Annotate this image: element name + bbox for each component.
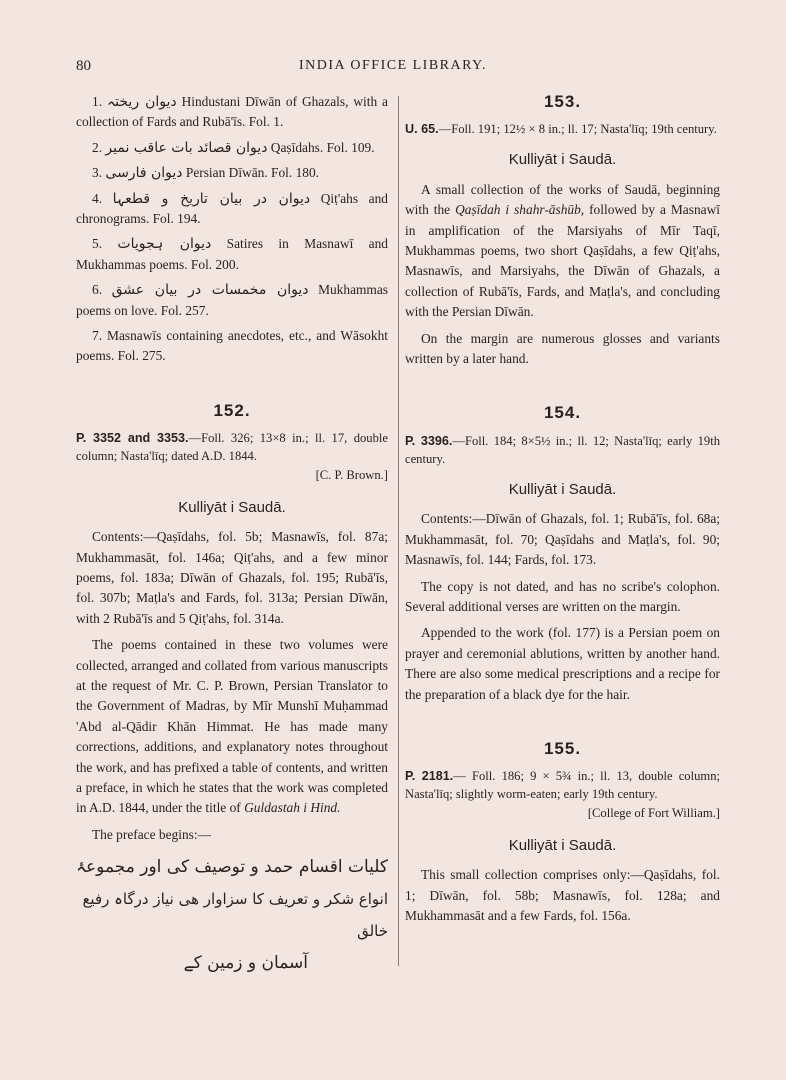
description-paragraph-153: A small collection of the works of Saudā, beginning with the Qaṣīdah i shahr-āshūb, followed by a Masnawī in amplification of the Marsiyahs of Mīr Taqī, Mukhammas poems, two short Qaṣīdahs, a few Qiṭ'ahs, Masnawīs, and Marsiyahs, the Dīwān of Ghazals, a collection of Rubā'īs, Fards, and Maṭla's, and concluding with the Persian Dīwān.	[405, 181, 720, 320]
shelf-mark-155: P. 2181.	[405, 769, 454, 784]
content-item-1: 1. دیوان ریختہ Hindustani Dīwān of Ghazals, with a collection of Fards and Rubā'īs. Fol. 1.	[76, 94, 388, 130]
page-header	[0, 58, 786, 78]
content-item-4: 4. دیوان در بیان تاریخ و قطعہا Qiṭ'ahs and chronograms. Fol. 194.	[76, 190, 388, 227]
shelf-description-154: P. 3396.—Foll. 184; 8×5½ in.; ll. 12; Nasta'līq; early 19th century.	[405, 433, 720, 466]
provenance-152: [C. P. Brown.]	[315, 468, 388, 483]
provenance-155: [College of Fort William.]	[587, 806, 720, 821]
content-item-6: 6. دیوان مخمسات در بیان عشق Mukhammas poems on love. Fol. 257.	[76, 282, 388, 318]
column-divider	[398, 96, 399, 966]
entry-number-152: 152.	[213, 400, 251, 420]
contents-paragraph-152: Contents:—Qaṣīdahs, fol. 5b; Masnawīs, fol. 87a; Mukhammasāt, fol. 146a; Qiṭ'ahs, and a few minor poems, fol. 183a; Dīwān of Ghazals, fol. 195; Rubā'īs, fol. 307b; Maṭla's and Fards, fol. 313a; Persian Dīwān, with 2 Rubā'īs and 5 Qiṭ'ahs, fol. 314a.	[76, 529, 388, 626]
entry-number-155: 155.	[543, 738, 582, 758]
running-title: INDIA OFFICE LIBRARY.	[299, 58, 487, 73]
appendix-note-154: Appended to the work (fol. 177) is a Persian poem on prayer and ceremonial ablutions, written by another hand. There are also some medical prescriptions and a recipe for the preparation of a black dye for the hair.	[405, 625, 720, 702]
description-paragraph-152: The poems contained in these two volumes were collected, arranged and collated from various manuscripts at the request of Mr. C. P. Brown, Persian Translator to the Government of Madras, by Mīr Munshī Muḥammad 'Abd al-Qādir Khān Himmat. He has made many corrections, additions, and explanatory notes throughout the work, and has prefixed a table of contents, and written a preface, in which he states that the work was completed in A.D. 1844, under the title of Guldastah i Hind.	[76, 637, 388, 816]
entry-number-154: 154.	[543, 403, 582, 423]
shelf-mark-154: P. 3396.	[405, 433, 453, 448]
work-title-155: Kulliyāt i Saudā.	[508, 836, 617, 854]
shelf-mark-153: U. 65.	[405, 122, 439, 137]
content-item-7: 7. Masnawīs containing anecdotes, etc., and Wāsokht poems. Fol. 275.	[76, 328, 388, 364]
shelf-description-153: U. 65.—Foll. 191; 12½ × 8 in.; ll. 17; Nasta'līq; 19th century.	[405, 122, 717, 137]
preface-arabic-line-2: انواع شکر و تعریف کا سزاوار هی نیاز درگاہ رفیع خالق	[82, 890, 388, 941]
preface-intro-152: The preface begins:—	[92, 826, 211, 842]
preface-arabic-line-1: کلیات اقسام حمد و توصیف کی اور مجموعۂ	[76, 857, 388, 878]
colophon-note-154: The copy is not dated, and has no scribe's colophon. Several additional verses are written on the margin.	[405, 578, 720, 614]
work-title-154: Kulliyāt i Saudā.	[508, 480, 617, 498]
work-title-153: Kulliyāt i Saudā.	[508, 151, 617, 169]
margin-note-153: On the margin are numerous glosses and variants written by a later hand.	[405, 330, 720, 367]
content-item-5: 5. دیوان ہجویات Satires in Masnawī and Mukhammas poems. Fol. 200.	[76, 236, 388, 272]
shelf-description-152: P. 3352 and 3353.—Foll. 326; 13×8 in.; ll. 17, double column; Nasta'līq; dated A.D. 1844.	[76, 431, 388, 464]
right-column	[405, 92, 720, 932]
left-column	[76, 92, 388, 979]
work-title-152: Kulliyāt i Saudā.	[178, 498, 286, 516]
content-item-2: 2. دیوان قصائد بات عاقب نمیر Qaṣīdahs. Fol. 109.	[92, 139, 375, 156]
shelf-description-155: P. 2181.— Foll. 186; 9 × 5¾ in.; ll. 13, double column; Nasta'līq; slightly worm-eaten; early 19th century.	[405, 769, 720, 802]
entry-number-153: 153.	[543, 92, 582, 111]
page-number: 80	[76, 58, 91, 74]
contents-paragraph-154: Contents:—Dīwān of Ghazals, fol. 1; Rubā'īs, fol. 68a; Mukhammasāt, fol. 70; Qaṣīdahs and Maṭla's, fol. 90; Masnawīs, fol. 144; Fards, fol. 173.	[405, 511, 720, 568]
shelf-mark-152: P. 3352 and 3353.	[76, 431, 189, 446]
contents-paragraph-155: This small collection comprises only:—Qaṣīdahs, fol. 1; Dīwān, fol. 58b; Masnawīs, fol. 128a; and Mukhammasāt and a few Fards, fol. 156a.	[405, 867, 720, 923]
preface-arabic-line-3: آسمان و زمین کے	[183, 953, 308, 974]
content-item-3: 3. دیوان فارسی Persian Dīwān. Fol. 180.	[92, 165, 320, 182]
